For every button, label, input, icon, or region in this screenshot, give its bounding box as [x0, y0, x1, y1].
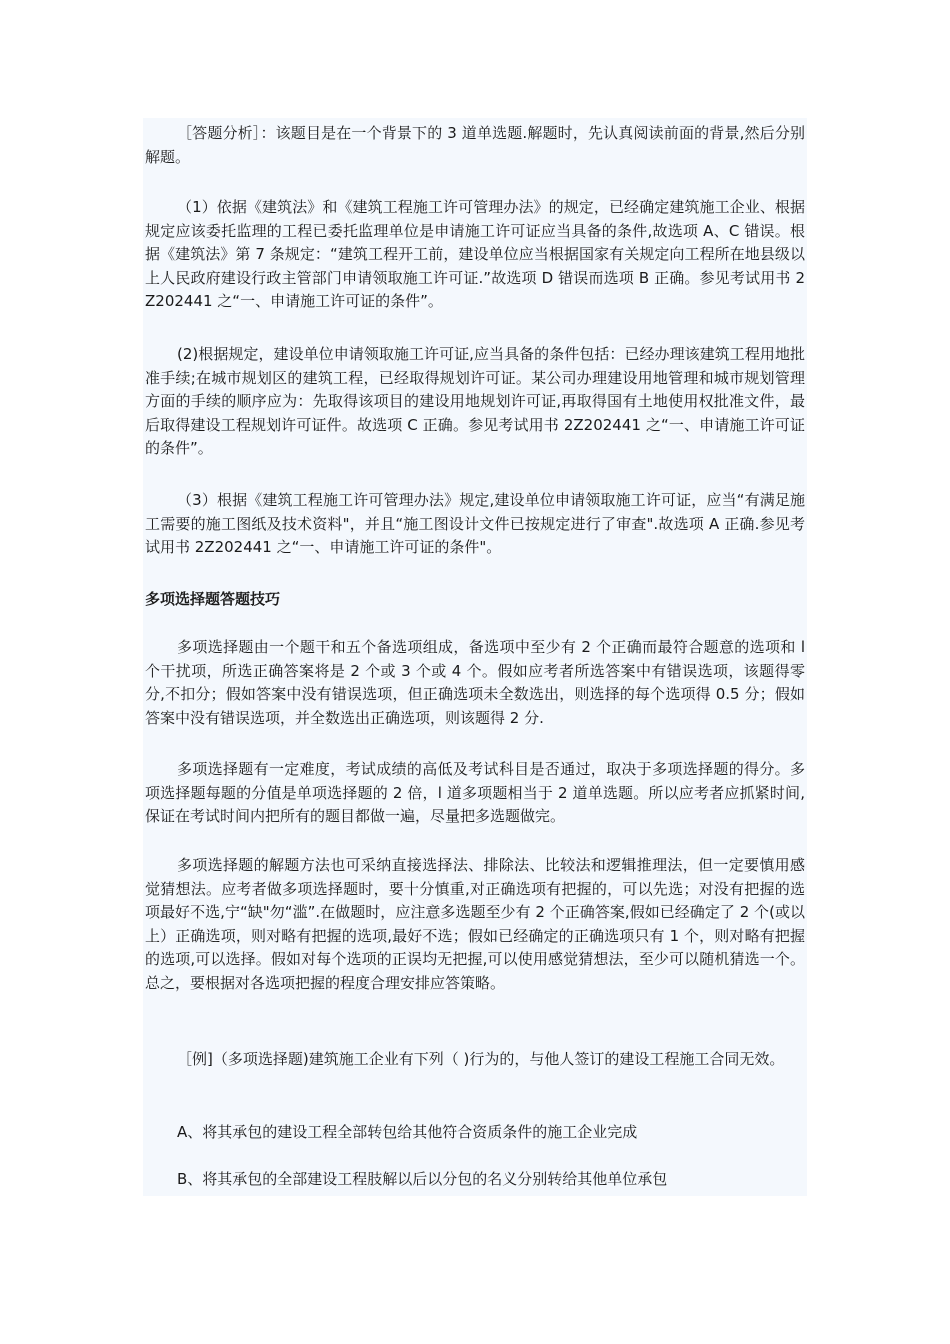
- answer-analysis-paragraph: ［答题分析］：该题目是在一个背景下的 3 道单选题.解题时，先认真阅读前面的背景,然后分别解题。: [145, 124, 805, 166]
- multi-choice-method-paragraph: 多项选择题的解题方法也可采纳直接选择法、排除法、比较法和逻辑推理法，但一定要慎用感觉猜想法。应考者做多项选择题时，要十分慎重,对正确选项有把握的，可以先选；对没有把握的选项最好不选,宁“缺"勿“滥”.在做题时，应注意多选题至少有 2 个正确答案,假如已经确定了 2 个(或以上）正确选项，则对略有把握的选项,最好不选；假如已经确定的正确选项只有 1 个，则对略有把握的选项,可以选择。假如对每个选项的正误均无把握,可以使用感觉猜想法，至少可以随机猜选一个。总之，要根据对各选项把握的程度合理安排应答策略。: [145, 856, 805, 992]
- option-a: A、将其承包的建设工程全部转包给其他符合资质条件的施工企业完成: [177, 1123, 638, 1141]
- multi-choice-difficulty-paragraph: 多项选择题有一定难度，考试成绩的高低及考试科目是否通过，取决于多项选择题的得分。多项选择题每题的分值是单项选择题的 2 倍，l 道多项题相当于 2 道单选题。所以应考者应抓紧时间,保证在考试时间内把所有的题目都做一遍，尽量把多选题做完。: [145, 760, 805, 825]
- analysis-point-3: （3）根据《建筑工程施工许可管理办法》规定,建设单位申请领取施工许可证，应当“有满足施工需要的施工图纸及技术资料"，并且“施工图设计文件已按规定进行了审查".故选项 A 正确.参见考试用书 2Z202441 之“一、申请施工许可证的条件"。: [145, 491, 805, 556]
- analysis-point-2: (2)根据规定，建设单位申请领取施工许可证,应当具备的条件包括：已经办理该建筑工程用地批准手续;在城市规划区的建筑工程，已经取得规划许可证。某公司办理建设用地管理和城市规划管理方面的手续的顺序应为：先取得该项目的建设用地规划许可证,再取得国有土地使用权批准文件，最后取得建设工程规划许可证件。故选项 C 正确。参见考试用书 2Z202441 之“一、申请施工许可证的条件”。: [145, 345, 805, 457]
- multi-choice-intro-paragraph: 多项选择题由一个题干和五个备选项组成，备选项中至少有 2 个正确而最符合题意的选项和 l 个干扰项，所选正确答案将是 2 个或 3 个或 4 个。假如应考者所选答案中有错误选项，该题得零分,不扣分；假如答案中没有错误选项，但正确选项未全数选出，则选择的每个选项得 0.5 分；假如答案中没有错误选项，并全数选出正确选项，则该题得 2 分.: [145, 638, 805, 727]
- example-question: ［例]（多项选择题)建筑施工企业有下列（ )行为的，与他人签订的建设工程施工合同无效。: [177, 1050, 785, 1068]
- document-body: [143, 118, 807, 1196]
- analysis-point-1: （1）依据《建筑法》和《建筑工程施工许可管理办法》的规定，已经确定建筑施工企业、根据规定应该委托监理的工程已委托监理单位是申请施工许可证应当具备的条件,故选项 A、C 错误。根据《建筑法》第 7 条规定：“建筑工程开工前，建设单位应当根据国家有关规定向工程所在地县级以上人民政府建设行政主管部门申请领取施工许可证.”故选项 D 错误而选项 B 正确。参见考试用书 2Z202441 之“一、申请施工许可证的条件”。: [145, 198, 805, 310]
- option-b: B、将其承包的全部建设工程肢解以后以分包的名义分别转给其他单位承包: [177, 1170, 668, 1188]
- section-heading: 多项选择题答题技巧: [145, 590, 281, 608]
